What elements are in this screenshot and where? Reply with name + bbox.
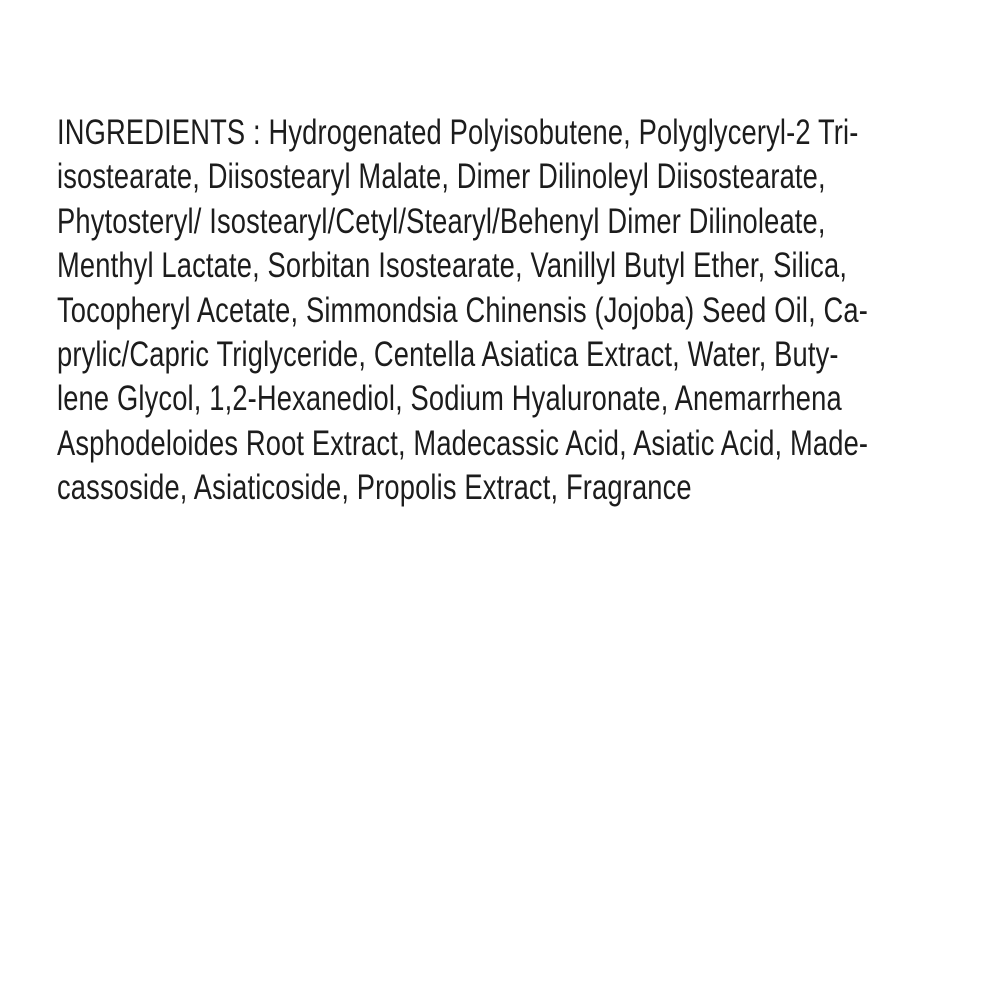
ingredients-line: isostearate, Diisostearyl Malate, Dimer Dilinoleyl Diisostearate, — [57, 157, 826, 197]
ingredients-line: Menthyl Lactate, Sorbitan Isostearate, Vanillyl Butyl Ether, Silica, — [57, 246, 848, 286]
ingredients-line: Asphodeloides Root Extract, Madecassic Acid, Asiatic Acid, Made- — [57, 423, 869, 463]
ingredients-line: INGREDIENTS : Hydrogenated Polyisobutene, Polyglyceryl-2 Tri- — [57, 113, 859, 152]
ingredients-line: cassoside, Asiaticoside, Propolis Extract, Fragrance — [57, 468, 692, 508]
ingredients-line: lene Glycol, 1,2-Hexanediol, Sodium Hyaluronate, Anemarrhena — [57, 379, 842, 419]
ingredients-line: Phytosteryl/ Isostearyl/Cetyl/Stearyl/Behenyl Dimer Dilinoleate, — [57, 201, 826, 241]
ingredients-line: Tocopheryl Acetate, Simmondsia Chinensis (Jojoba) Seed Oil, Ca- — [57, 290, 869, 330]
ingredients-line: prylic/Capric Triglyceride, Centella Asiatica Extract, Water, Buty- — [57, 335, 839, 375]
ingredients-text-block — [57, 111, 938, 511]
